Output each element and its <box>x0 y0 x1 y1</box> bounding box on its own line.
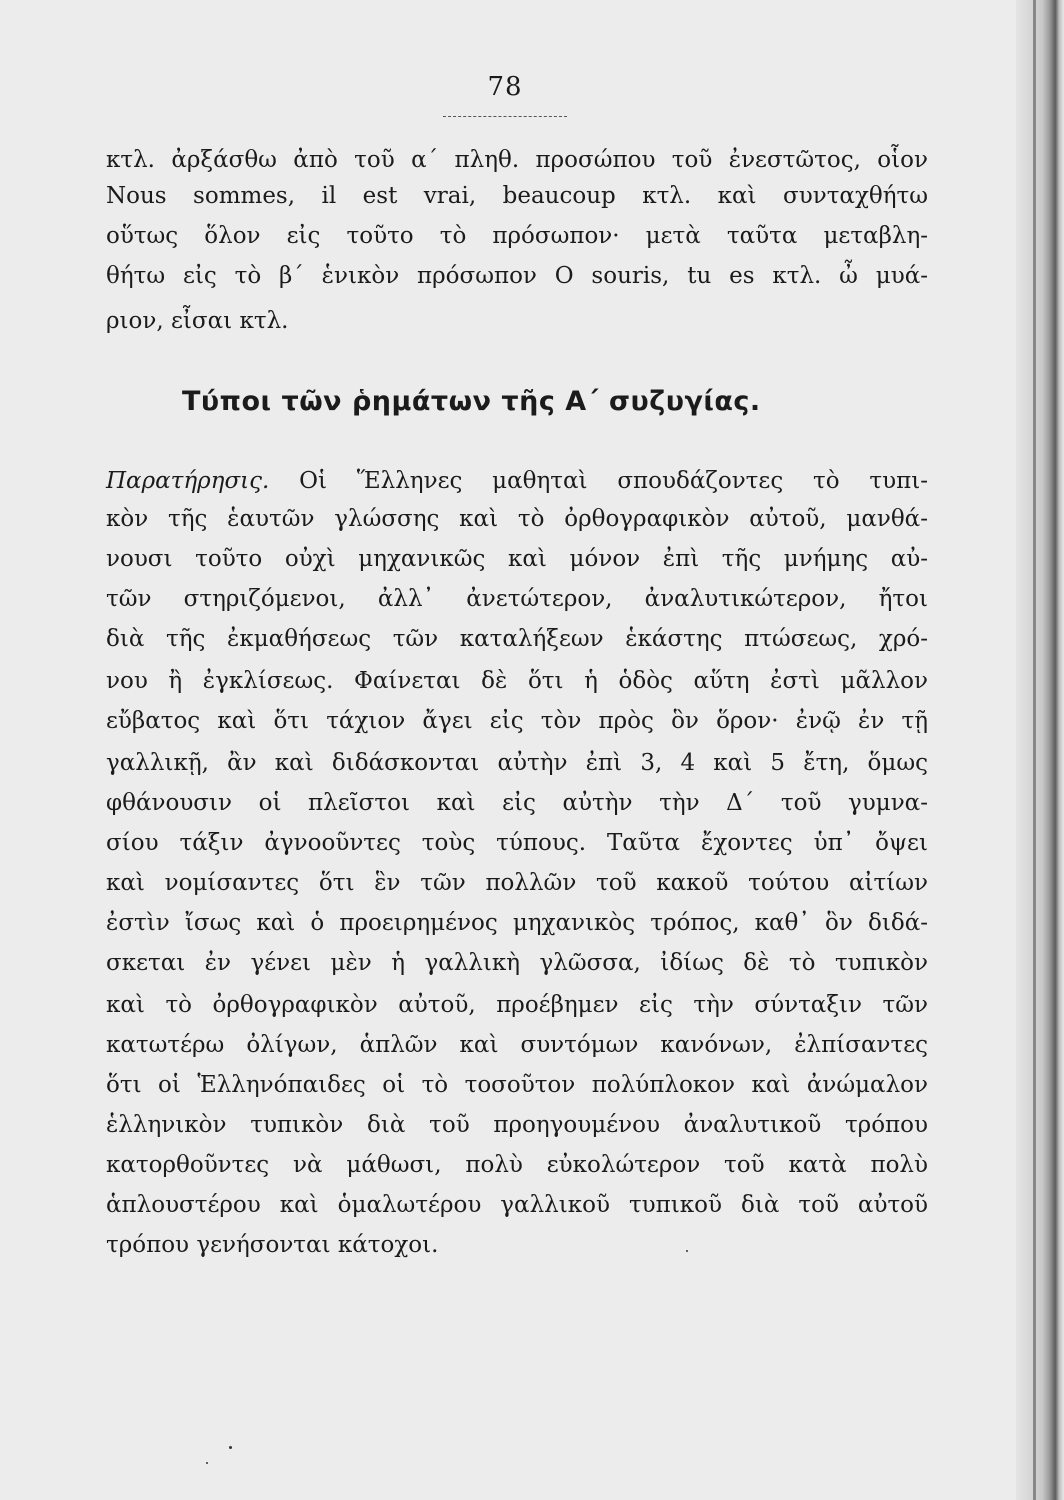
text-line: διὰ τῆς ἐκμαθήσεως τῶν καταλήξεων ἑκάστης πτώσεως, χρό- <box>106 626 928 652</box>
text-line: καὶ τὸ ὀρθογραφικὸν αὐτοῦ, προέβημεν εἰς τὴν σύνταξιν τῶν <box>106 992 928 1018</box>
text-line: φθάνουσιν οἱ πλεῖστοι καὶ εἰς αὐτὴν τὴν Δ΄ τοῦ γυμνα- <box>106 790 928 816</box>
text-line: νου ἢ ἐγκλίσεως. Φαίνεται δὲ ὅτι ἡ ὁδὸς αὕτη ἐστὶ μᾶλλον <box>106 668 928 694</box>
text-line: ἑλληνικὸν τυπικὸν διὰ τοῦ προηγουμένου ἀναλυτικοῦ τρόπου <box>106 1112 928 1138</box>
page-number-rule <box>443 116 567 117</box>
binding-shadow-line <box>1033 0 1036 1500</box>
text-line: σκεται ἐν γένει μὲν ἡ γαλλικὴ γλῶσσα, ἰδίως δὲ τὸ τυπικὸν <box>106 950 928 976</box>
text-line: εὔβατος καὶ ὅτι τάχιον ἄγει εἰς τὸν πρὸς ὃν ὅρον· ἐνῷ ἐν τῇ <box>106 708 928 734</box>
text-line: γαλλικῇ, ἂν καὶ διδάσκονται αὐτὴν ἐπὶ 3, 4 καὶ 5 ἔτη, ὅμως <box>106 750 928 776</box>
text-line: κὸν τῆς ἑαυτῶν γλώσσης καὶ τὸ ὀρθογραφικὸν αὐτοῦ, μανθά- <box>106 506 928 532</box>
section-heading: Τύποι τῶν ῥημάτων τῆς Α΄ συζυγίας. <box>182 386 761 417</box>
text-line: σίου τάξιν ἀγνοοῦντες τοὺς τύπους. Ταῦτα ἔχοντες ὑπ᾿ ὄψει <box>106 830 928 856</box>
text-line: κατορθοῦντες νὰ μάθωσι, πολὺ εὐκολώτερον τοῦ κατὰ πολὺ <box>106 1152 928 1178</box>
ink-speck <box>229 1446 232 1449</box>
text-line: ἁπλουστέρου καὶ ὁμαλωτέρου γαλλικοῦ τυπικοῦ διὰ τοῦ αὐτοῦ <box>106 1192 928 1218</box>
text-line: ριον, εἶσαι κτλ. <box>106 308 289 334</box>
page-number: 78 <box>487 72 523 102</box>
text-line: θήτω εἰς τὸ β΄ ἑνικὸν πρόσωπον O souris, tu es κτλ. ὦ μυά- <box>106 263 928 289</box>
book-binding-edge <box>1016 0 1064 1500</box>
text-line: τρόπου γενήσονται κάτοχοι. <box>106 1232 439 1258</box>
ink-speck <box>206 1462 208 1464</box>
text-line: Nous sommes, il est vrai, beaucoup κτλ. καὶ συνταχθήτω <box>106 183 928 209</box>
ink-speck <box>686 1250 688 1252</box>
text-line: καὶ νομίσαντες ὅτι ἓν τῶν πολλῶν τοῦ κακοῦ τούτου αἰτίων <box>106 870 928 896</box>
text-line: κτλ. ἀρξάσθω ἀπὸ τοῦ α΄ πληθ. προσώπου τοῦ ἐνεστῶτος, οἷον <box>106 147 928 173</box>
text-line: οὕτως ὅλον εἰς τοῦτο τὸ πρόσωπον· μετὰ ταῦτα μεταβλη- <box>106 223 928 249</box>
observation-label: Παρατήρησις. <box>106 468 270 494</box>
observation-text: Οἱ Ἕλληνες μαθηταὶ σπουδάζοντες τὸ τυπι- <box>299 468 929 494</box>
text-line: ὅτι οἱ Ἑλληνόπαιδες οἱ τὸ τοσοῦτον πολύπλοκον καὶ ἀνώμαλον <box>106 1072 928 1098</box>
text-line-first <box>106 464 928 498</box>
text-line: κατωτέρω ὀλίγων, ἁπλῶν καὶ συντόμων κανόνων, ἐλπίσαντες <box>106 1032 928 1058</box>
text-line: ἐστὶν ἴσως καὶ ὁ προειρημένος μηχανικὸς τρόπος, καθ᾿ ὃν διδά- <box>106 910 928 936</box>
text-line: τῶν στηριζόμενοι, ἀλλ᾿ ἀνετώτερον, ἀναλυτικώτερον, ἤτοι <box>106 586 928 612</box>
text-line: νουσι τοῦτο οὐχὶ μηχανικῶς καὶ μόνον ἐπὶ τῆς μνήμης αὐ- <box>106 546 928 572</box>
